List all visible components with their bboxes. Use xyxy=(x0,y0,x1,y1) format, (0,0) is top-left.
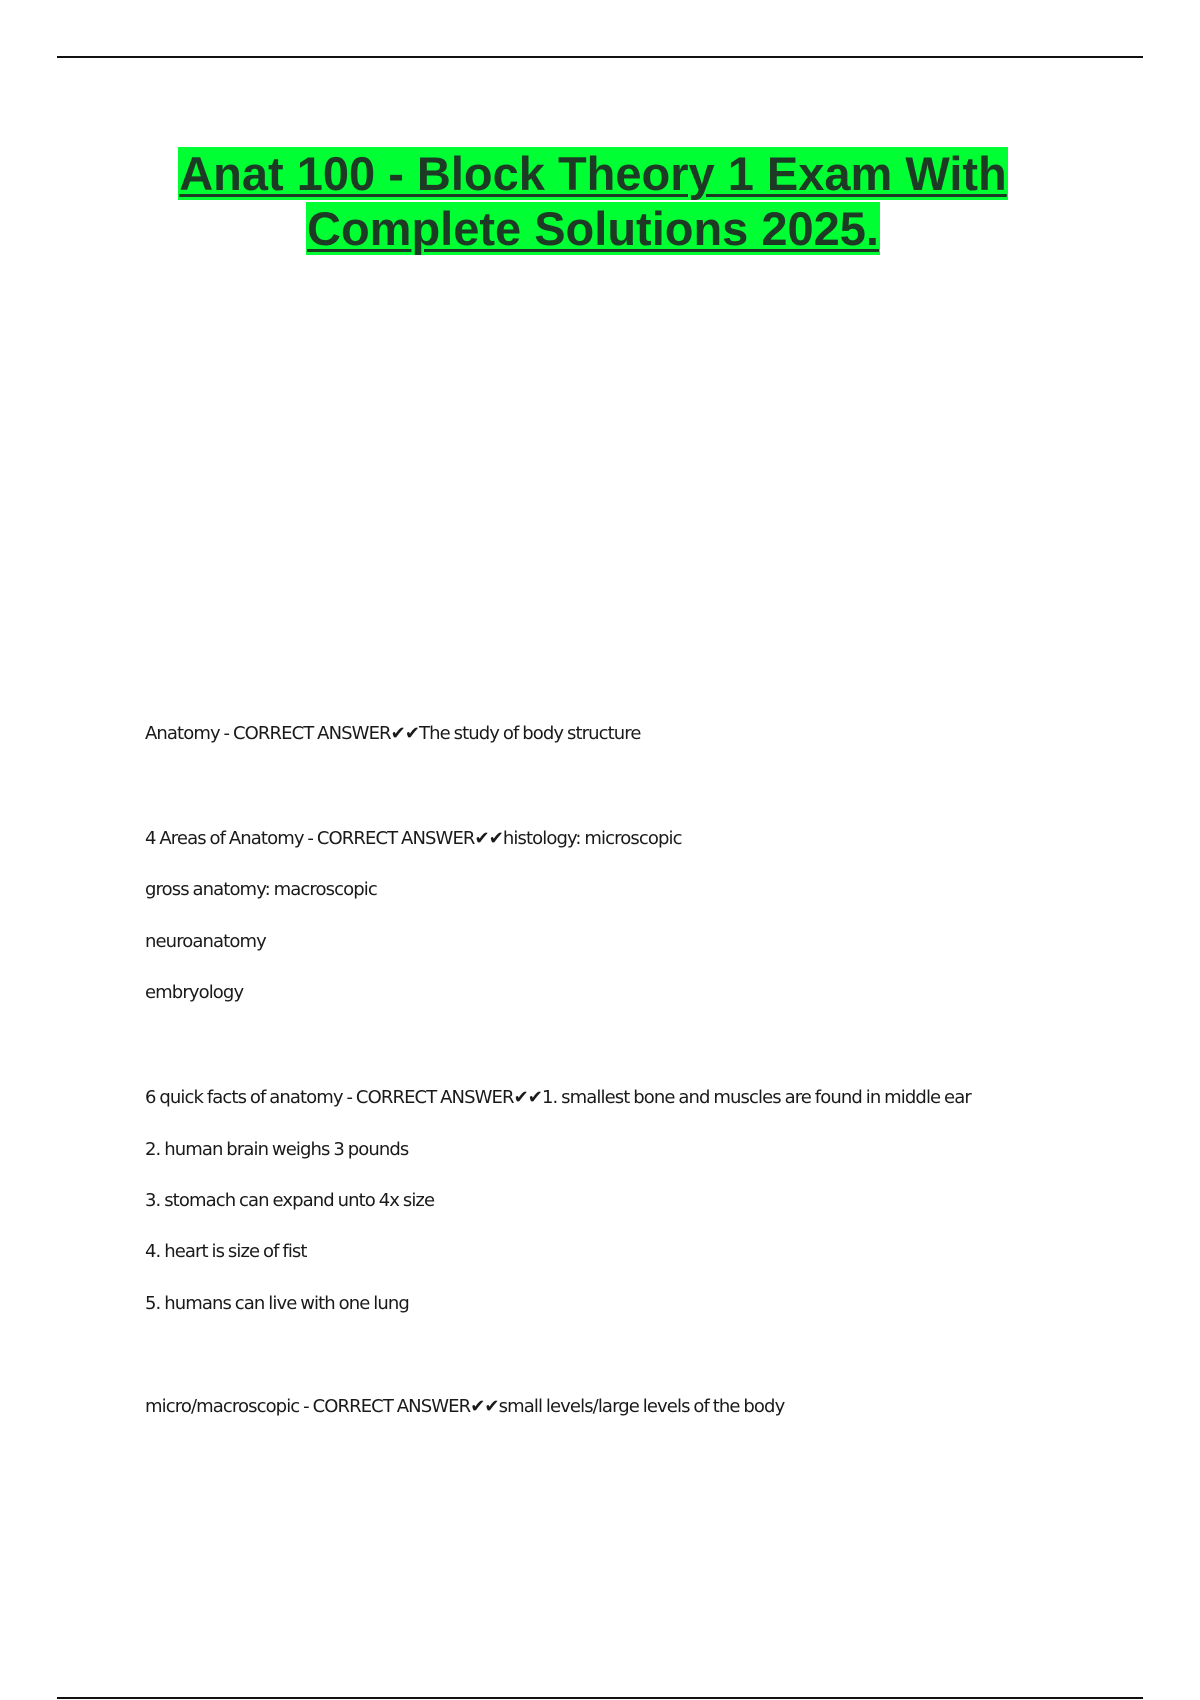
entry-answer: histology: microscopic xyxy=(502,828,682,849)
qa-entry-areas: 4 Areas of Anatomy - CORRECT ANSWER✔✔histology: microscopic xyxy=(145,828,682,849)
entry-marker: CORRECT ANSWER✔✔ xyxy=(312,1396,499,1417)
answer-line: gross anatomy: macroscopic xyxy=(145,879,377,900)
title-line-2: Complete Solutions 2025. xyxy=(307,202,879,255)
document-title xyxy=(0,146,1186,256)
entry-term: Anatomy xyxy=(145,723,220,744)
entry-answer: The study of body structure xyxy=(419,723,641,744)
answer-line: 3. stomach can expand unto 4x size xyxy=(145,1190,435,1211)
entry-marker: CORRECT ANSWER✔✔ xyxy=(232,723,420,744)
entry-answer: 1. smallest bone and muscles are found in middle ear xyxy=(541,1087,971,1108)
top-rule xyxy=(57,56,1143,58)
entry-marker: CORRECT ANSWER✔✔ xyxy=(316,828,503,849)
title-line-1: Anat 100 - Block Theory 1 Exam With xyxy=(179,147,1007,200)
entry-term: 4 Areas of Anatomy xyxy=(145,828,304,849)
answer-line: 2. human brain weighs 3 pounds xyxy=(145,1139,409,1160)
entry-answer: small levels/large levels of the body xyxy=(498,1396,785,1417)
entry-term: micro/macroscopic xyxy=(145,1396,300,1417)
qa-entry-anatomy: Anatomy - CORRECT ANSWER✔✔The study of body structure xyxy=(145,723,641,744)
entry-term: 6 quick facts of anatomy xyxy=(145,1087,343,1108)
answer-line: 5. humans can live with one lung xyxy=(145,1293,409,1314)
bottom-rule xyxy=(57,1697,1143,1699)
qa-entry-facts: 6 quick facts of anatomy - CORRECT ANSWER✔✔1. smallest bone and muscles are found in middle ear xyxy=(145,1087,971,1108)
answer-line: neuroanatomy xyxy=(145,931,266,952)
qa-entry-micro-macro: micro/macroscopic - CORRECT ANSWER✔✔small levels/large levels of the body xyxy=(145,1396,785,1417)
answer-line: embryology xyxy=(145,982,244,1003)
answer-line: 4. heart is size of fist xyxy=(145,1241,307,1262)
entry-marker: CORRECT ANSWER✔✔ xyxy=(355,1087,542,1108)
